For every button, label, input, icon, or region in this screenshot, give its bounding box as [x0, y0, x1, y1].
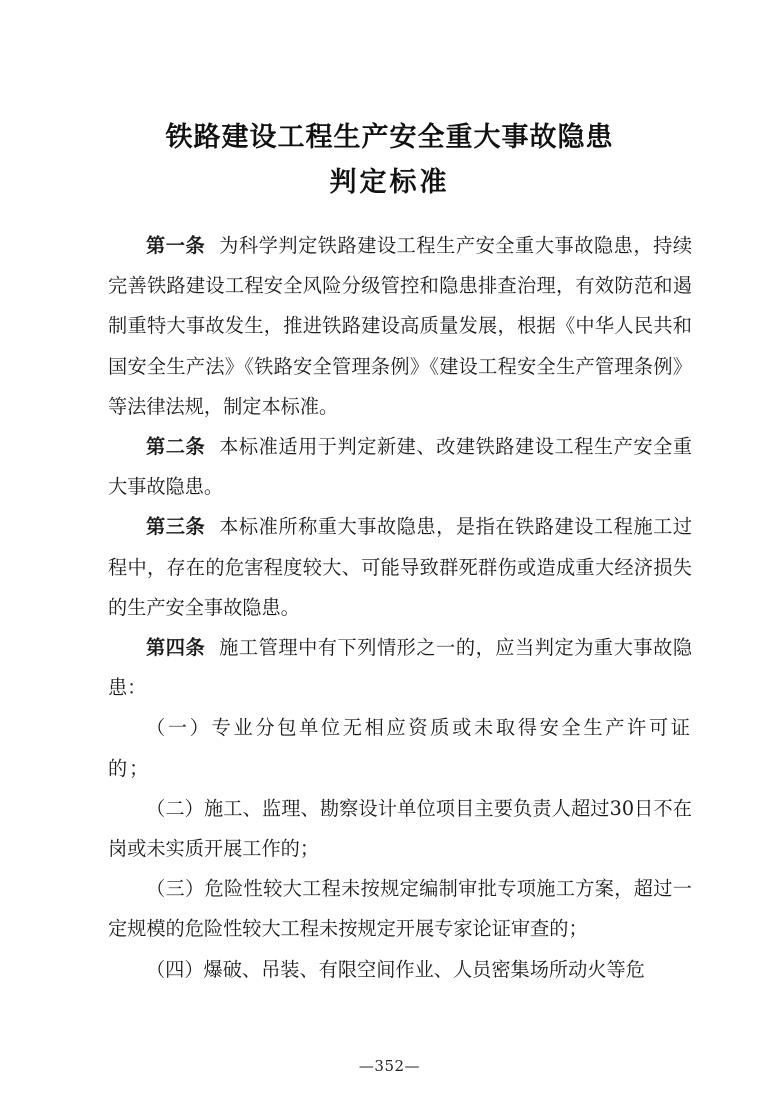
article-text: 施工管理中有下列情形之一的，应当判定为重大事故隐患： — [108, 636, 693, 700]
article-3 — [108, 507, 692, 628]
list-item: （四）爆破、吊装、有限空间作业、人员密集场所动火等危 — [146, 957, 645, 981]
article-label: 第二条 — [146, 435, 206, 459]
article-label: 第四条 — [146, 636, 206, 660]
page-number: —352— — [358, 1057, 421, 1075]
article-label: 第三条 — [146, 515, 206, 539]
article-label: 第一条 — [146, 234, 206, 257]
list-item: （二）施工、监理、勘察设计单位项目主要负责人超过30日不在岗或未实质开展工作的； — [108, 796, 692, 861]
article-text: 本标准适用于判定新建、改建铁路建设工程生产安全重大事故隐患。 — [108, 435, 693, 499]
list-item: （三）危险性较大工程未按规定编制审批专项施工方案，超过一定规模的危险性较大工程未按规定开展专家论证审查的； — [108, 877, 692, 941]
article-2 — [108, 427, 692, 507]
document-body — [108, 226, 692, 990]
article-text: 为科学判定铁路建设工程生产安全重大事故隐患，持续完善铁路建设工程安全风险分级管控和隐患排查治理，有效防范和遏制重特大事故发生，推进铁路建设高质量发展，根据《中华人民共和国安全生产法》《铁路安全管理条例》《建设工程安全生产管理条例》等法律法规，制定本标准。 — [108, 234, 693, 418]
article-1 — [108, 226, 692, 427]
document-title-line2: 判定标准 — [329, 167, 450, 198]
article-text: 本标准所称重大事故隐患，是指在铁路建设工程施工过程中，存在的危害程度较大、可能导致群死群伤或造成重大经济损失的生产安全事故隐患。 — [108, 515, 693, 619]
list-item: （一）专业分包单位无相应资质或未取得安全生产许可证的； — [108, 716, 692, 780]
document-title-line1: 铁路建设工程生产安全重大事故隐患 — [165, 122, 614, 153]
article-4 — [108, 628, 692, 708]
